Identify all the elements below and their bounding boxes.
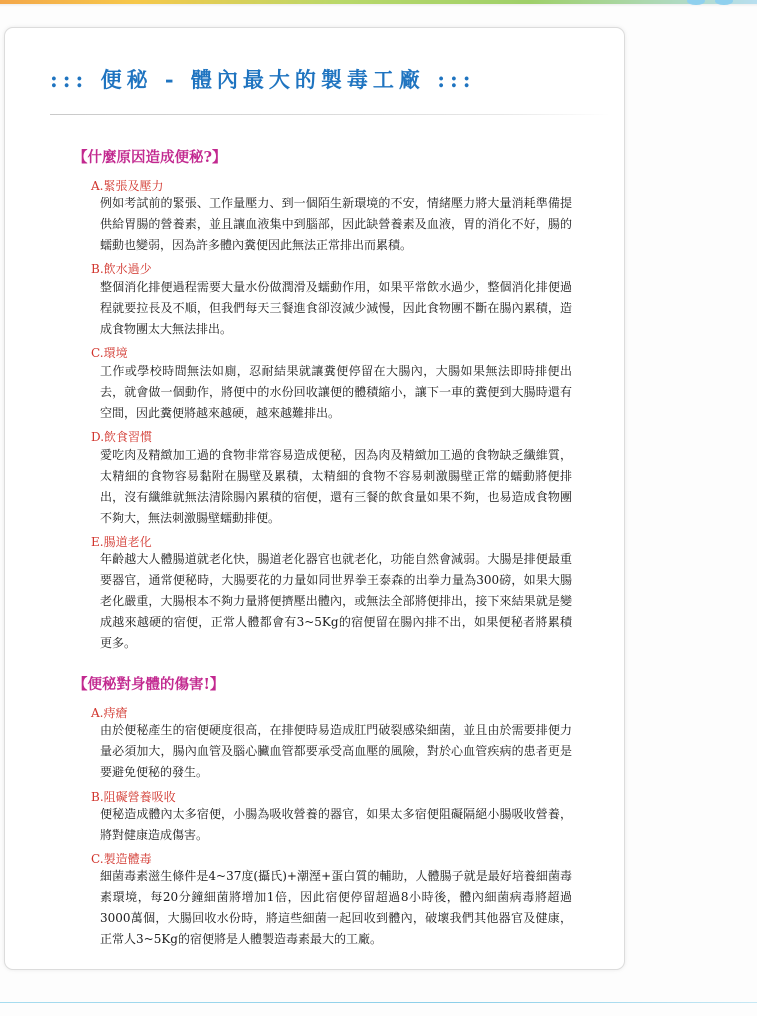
cause-d-title: D.飲食習慣 [91, 430, 153, 444]
cause-b-title: B.飲水過少 [91, 262, 152, 276]
top-strip-shadow [0, 4, 757, 7]
cause-e-text: 年齡越大人體腸道就老化快，腸道老化器官也就老化，功能自然會減弱。大腸是排便最重要器官，通常便秘時，大腸要花的力量如同世界拳王泰森的出拳力量為300磅，如果大腸老化嚴重，大腸根本不夠力量將便擠壓出體內，或無法全部將便排出，接下來結果就是變成越來越硬的宿便，正常人體都會有3~5Kg的宿便留在腸內排不出，如果便秘者將累積更多。 [100, 552, 572, 650]
bottom-divider [0, 1002, 757, 1003]
cause-b-text: 整個消化排便過程需要大量水份做潤滑及蠕動作用，如果平常飲水過少，整個消化排便過程就要拉長及不順，但我們每天三餐進食卻沒減少減慢，因此食物團不斷在腸內累積，造成食物團太大無法排出。 [100, 280, 572, 336]
corner-decoration [679, 0, 749, 5]
cause-c-title: C.環境 [91, 346, 128, 360]
harm-a-text: 由於便秘產生的宿便硬度很高，在排便時易造成肛門破裂感染細菌，並且由於需要排便力量必須加大，腸內血管及腦心臟血管都要承受高血壓的風險，對於心血管疾病的患者更是要避免便秘的發生。 [100, 723, 572, 779]
title-divider [50, 114, 610, 115]
cause-a-text: 例如考試前的緊張、工作量壓力、到一個陌生新環境的不安，情緒壓力將大量消耗準備提供給胃腸的營養素，並且讓血液集中到腦部，因此缺營養素及血液，胃的消化不好，腸的蠕動也變弱，因為許多體內糞便因此無法正常排出而累積。 [100, 196, 572, 252]
harm-c-title: C.製造體毒 [91, 852, 152, 866]
section-heading-harms: 【便秘對身體的傷害!】 [73, 676, 225, 693]
cause-e-title: E.腸道老化 [91, 535, 152, 549]
harm-c-text: 細菌毒素滋生條件是4~37度(攝氏)+潮溼+蛋白質的輔助，人體腸子就是最好培養細菌毒素環境，每20分鐘細菌將增加1倍，因此宿便停留超過8小時後，體內細菌病毒將超過3000萬個，大腸回收水份時，將這些細菌一起回收到體內，破壞我們其他器官及健康，正常人3~5Kg的宿便將是人體製造毒素最大的工廠。 [100, 869, 572, 946]
section-heading-causes: 【什麼原因造成便秘?】 [73, 149, 227, 166]
harm-b-title: B.阻礙營養吸收 [91, 790, 176, 804]
cause-d-text: 愛吃肉及精緻加工過的食物非常容易造成便秘，因為肉及精緻加工過的食物缺乏纖維質，太精細的食物容易黏附在腸壁及累積，太精細的食物不容易刺激腸壁正常的蠕動將便排出，沒有纖維就無法清除腸內累積的宿便，還有三餐的飲食量如果不夠，也易造成食物團不夠大，無法刺激腸壁蠕動排便。 [100, 448, 572, 525]
harm-b-text: 便秘造成體內太多宿便，小腸為吸收營養的器官，如果太多宿便阻礙隔絕小腸吸收營養，將對健康造成傷害。 [100, 807, 572, 842]
harm-a-title: A.痔瘡 [91, 706, 128, 720]
page-title: ::: 便秘 - 體內最大的製毒工廠 ::: [50, 67, 476, 92]
cause-c-text: 工作或學校時間無法如廁，忍耐結果就讓糞便停留在大腸內，大腸如果無法即時排便出去，就會做一個動作，將便中的水份回收讓便的體積縮小，讓下一車的糞便到大腸時還有空間，因此糞便將越來越硬，越來越難排出。 [100, 364, 572, 420]
cause-a-title: A.緊張及壓力 [91, 179, 164, 193]
